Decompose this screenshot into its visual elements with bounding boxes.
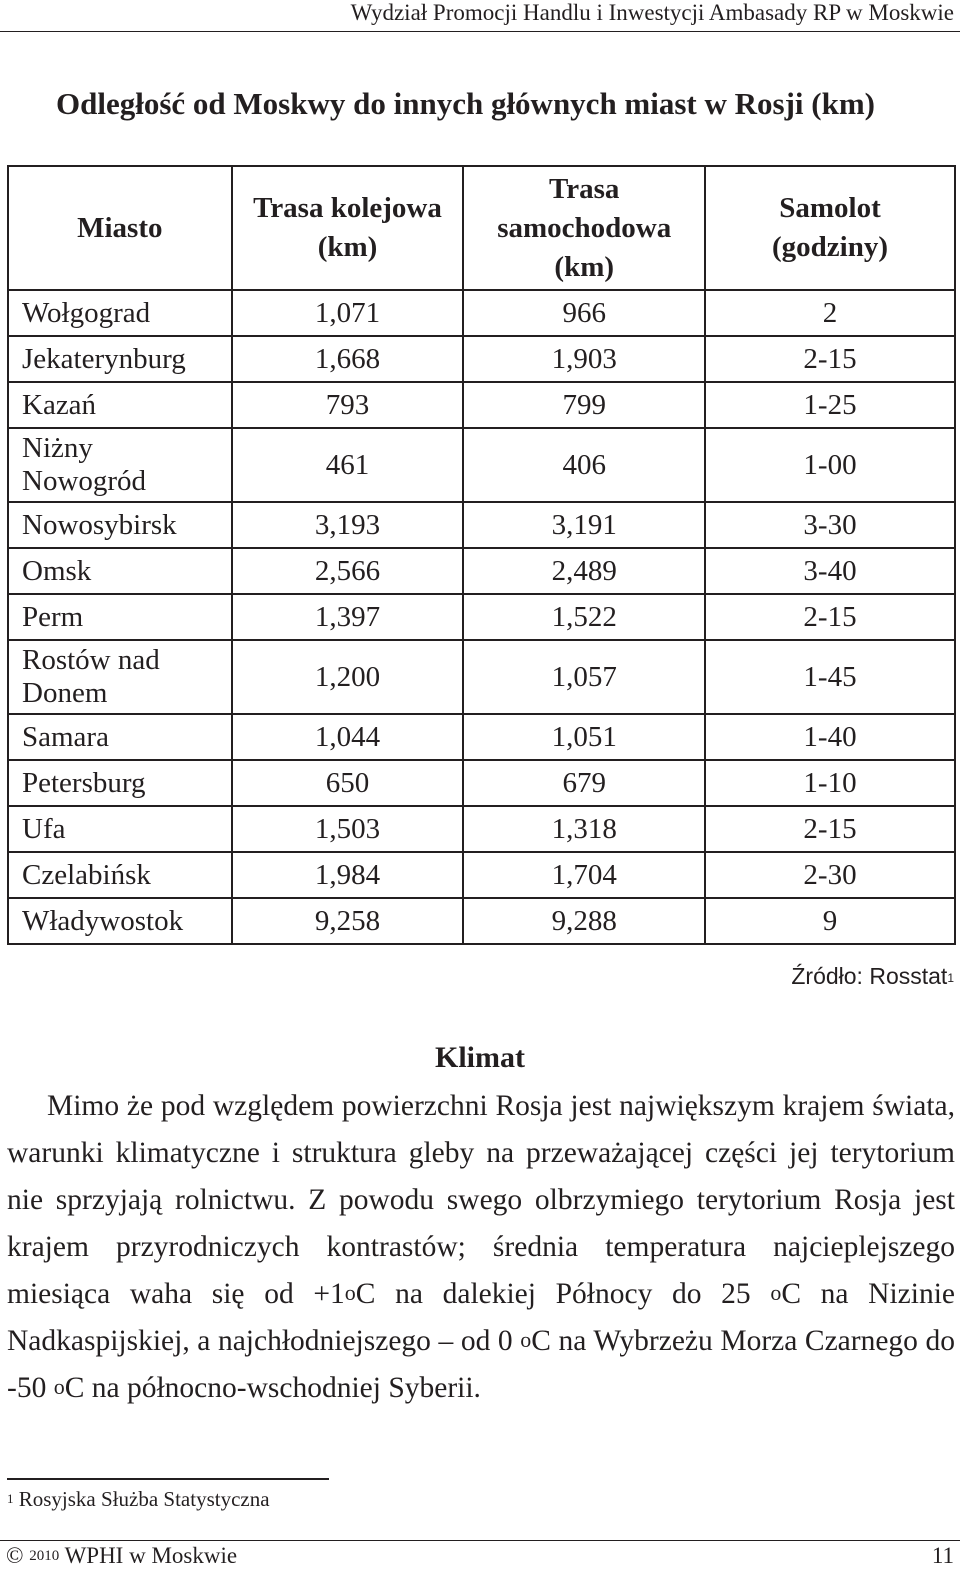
rail-cell: 1,503	[232, 806, 464, 852]
table-row	[8, 336, 955, 382]
paragraph-text-2: C na dalekiej Północy do 25	[355, 1278, 771, 1310]
plane-cell: 2-15	[705, 806, 955, 852]
column-header-road	[463, 166, 705, 290]
rail-cell: 2,566	[232, 548, 464, 594]
city-cell: Petersburg	[8, 760, 232, 806]
paragraph-text-5: C na północno-wschodniej Syberii.	[64, 1372, 481, 1404]
climate-paragraph	[7, 1083, 955, 1412]
paragraph-text-4: C na Wybrzeżu Morza Czarnego do -50	[7, 1325, 956, 1404]
footnote-text: Rosyjska Służba Statystyczna	[13, 1487, 270, 1511]
column-header-rail	[232, 166, 464, 290]
rail-cell: 461	[232, 428, 464, 502]
table-row	[8, 594, 955, 640]
plane-cell: 2-15	[705, 594, 955, 640]
rail-cell: 1,200	[232, 640, 464, 714]
rail-cell: 9,258	[232, 898, 464, 944]
column-header-city: Miasto	[8, 166, 232, 290]
city-cell: Nowosybirsk	[8, 502, 232, 548]
plane-cell: 9	[705, 898, 955, 944]
degree-symbol: o	[344, 1280, 356, 1305]
distance-table	[7, 165, 956, 945]
city-cell-label: Niżny Nowogród	[22, 432, 147, 497]
road-cell: 1,903	[463, 336, 705, 382]
table-row	[8, 714, 955, 760]
road-cell: 9,288	[463, 898, 705, 944]
source-note	[791, 962, 954, 990]
footer-copyright	[6, 1543, 237, 1569]
column-header-plane	[705, 166, 955, 290]
footer-org: WPHI w Moskwie	[59, 1543, 238, 1568]
plane-cell: 1-45	[705, 640, 955, 714]
city-cell	[8, 428, 232, 502]
city-cell-label: Rostów nad Donem	[22, 644, 160, 709]
table-row	[8, 502, 955, 548]
table-row	[8, 290, 955, 336]
table-row	[8, 806, 955, 852]
city-cell: Wołgograd	[8, 290, 232, 336]
rail-cell: 1,397	[232, 594, 464, 640]
rail-cell: 1,044	[232, 714, 464, 760]
city-cell: Omsk	[8, 548, 232, 594]
road-cell: 3,191	[463, 502, 705, 548]
footnote-divider	[7, 1478, 329, 1480]
column-header-rail-label: Trasa kolejowa (km)	[253, 192, 442, 263]
plane-cell: 3-40	[705, 548, 955, 594]
footer-year: 2010	[29, 1548, 60, 1564]
city-cell: Ufa	[8, 806, 232, 852]
plane-cell: 2-30	[705, 852, 955, 898]
city-cell: Jekaterynburg	[8, 336, 232, 382]
road-cell: 2,489	[463, 548, 705, 594]
city-cell	[8, 640, 232, 714]
copyright-icon: ©	[6, 1543, 24, 1568]
column-header-plane-label: Samolot (godziny)	[772, 192, 889, 263]
section-heading: Klimat	[435, 1041, 525, 1074]
degree-symbol: o	[53, 1374, 65, 1399]
plane-cell: 1-40	[705, 714, 955, 760]
rail-cell: 1,984	[232, 852, 464, 898]
table-row	[8, 548, 955, 594]
running-header	[0, 0, 960, 32]
city-cell: Kazań	[8, 382, 232, 428]
rail-cell: 3,193	[232, 502, 464, 548]
rail-cell: 1,668	[232, 336, 464, 382]
footnote	[7, 1486, 270, 1512]
plane-cell: 3-30	[705, 502, 955, 548]
rail-cell: 793	[232, 382, 464, 428]
rail-cell: 650	[232, 760, 464, 806]
table-row	[8, 852, 955, 898]
degree-symbol: o	[770, 1280, 782, 1305]
plane-cell: 2-15	[705, 336, 955, 382]
footnote-mark: 1	[7, 1491, 14, 1506]
degree-symbol: o	[520, 1327, 532, 1352]
table-row	[8, 640, 955, 714]
source-footnote-mark: 1	[947, 971, 954, 985]
city-cell: Samara	[8, 714, 232, 760]
plane-cell: 1-10	[705, 760, 955, 806]
table-title: Odległość od Moskwy do innych głównych miast w Rosji (km)	[56, 86, 875, 121]
table-header-row	[8, 166, 955, 290]
city-cell: Perm	[8, 594, 232, 640]
footer-divider	[0, 1540, 960, 1541]
table-row	[8, 760, 955, 806]
header-text: Wydział Promocji Handlu i Inwestycji Ambasady RP w Moskwie	[350, 0, 954, 25]
table-row	[8, 898, 955, 944]
column-header-road-label: Trasa samochodowa (km)	[497, 172, 672, 283]
paragraph-text-1: Mimo że pod względem powierzchni Rosja jest największym krajem świata, warunki klimatyczne i struktura gleby na przeważającej części jej terytorium nie sprzyjają rolnictwu. Z powodu swego olbrzymiego terytorium Rosja jest krajem przyrodniczych kontrastów; średnia temperatura najcieplejszego miesiąca waha się od +1	[7, 1090, 955, 1310]
road-cell: 966	[463, 290, 705, 336]
table-row	[8, 382, 955, 428]
road-cell: 406	[463, 428, 705, 502]
plane-cell: 2	[705, 290, 955, 336]
city-cell: Władywostok	[8, 898, 232, 944]
source-text: Źródło: Rosstat	[791, 963, 948, 989]
road-cell: 799	[463, 382, 705, 428]
paragraph-text-3: C na Nizinie Nadkaspijskiej, a najchłodniejszego – od 0	[7, 1278, 955, 1357]
road-cell: 1,704	[463, 852, 705, 898]
city-cell: Czelabińsk	[8, 852, 232, 898]
table-row	[8, 428, 955, 502]
plane-cell: 1-00	[705, 428, 955, 502]
rail-cell: 1,071	[232, 290, 464, 336]
plane-cell: 1-25	[705, 382, 955, 428]
road-cell: 679	[463, 760, 705, 806]
road-cell: 1,051	[463, 714, 705, 760]
road-cell: 1,522	[463, 594, 705, 640]
page-number: 11	[931, 1543, 954, 1568]
road-cell: 1,318	[463, 806, 705, 852]
road-cell: 1,057	[463, 640, 705, 714]
